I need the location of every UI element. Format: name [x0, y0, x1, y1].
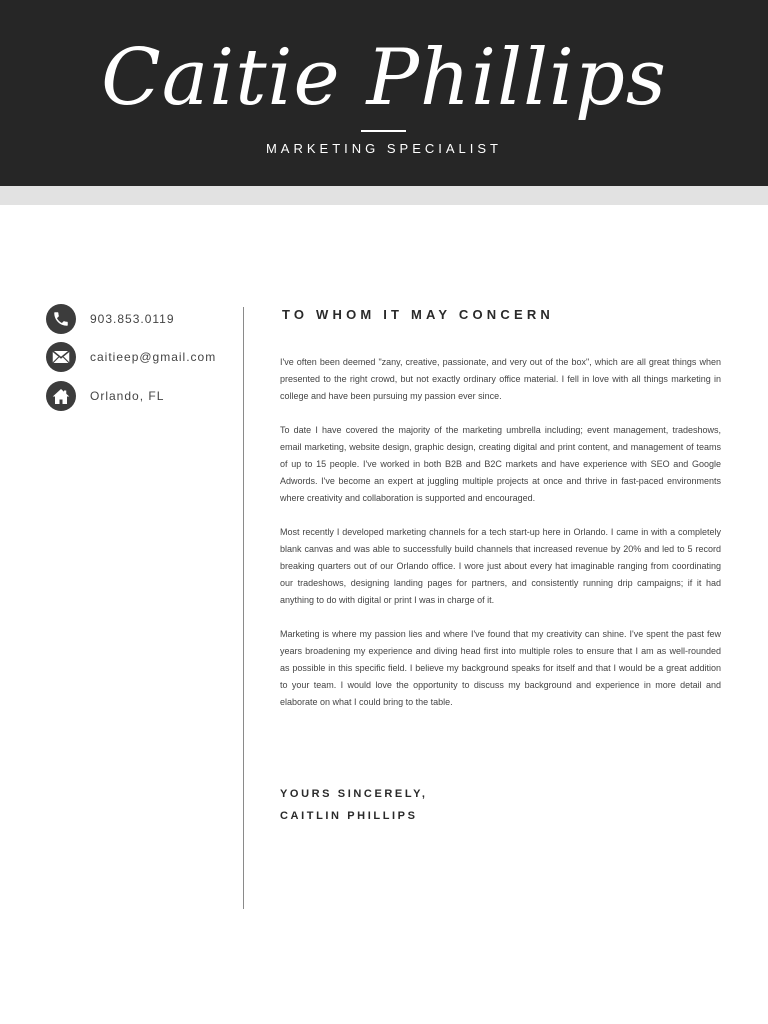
letter-paragraph: Marketing is where my passion lies and where I've found that my creativity can shine. I've spent the past few years broadening my experience and diving head first into multiple roles to ensure that I am as well-rounded as possible in this specific field. I believe my background speaks for itself and that I would be a great addition to your team. I would love the opportunity to discuss my background and experience in more detail and elaborate on what I could bring to the table. [280, 629, 721, 707]
contact-phone [46, 304, 246, 334]
contact-location [46, 381, 246, 411]
letter-paragraph: To date I have covered the majority of the marketing umbrella including; event management, tradeshows, email marketing, website design, graphic design, creating digital and print content, and management of teams of up to 15 people. I've worked in both B2B and B2C markets and have experience with SEO and Google Adwords. I've become an expert at juggling multiple projects at once and thrive in fast-paced environments where creativity and collaboration is supported and encouraged. [280, 425, 721, 503]
header-band [0, 186, 768, 205]
home-icon [46, 381, 76, 411]
letter-greeting: TO WHOM IT MAY CONCERN [282, 307, 555, 322]
envelope-icon [46, 342, 76, 372]
signature-name: CAITLIN PHILLIPS [280, 810, 418, 822]
phone-icon [46, 304, 76, 334]
letter-paragraph: Most recently I developed marketing channels for a tech start-up here in Orlando. I came in with a completely blank canvas and was able to successfully build channels that increased revenue by 20% and led to 5 record breaking quarters out of our Orlando office. I wore just about every hat imaginable ranging from coordinating our tradeshows, designing landing pages for partners, and consistently running drip campaigns; if it had anything to do with digital or print I was in charge of it. [280, 527, 721, 605]
name-underline [361, 130, 406, 132]
vertical-divider [243, 307, 244, 909]
job-title: MARKETING SPECIALIST [265, 141, 503, 156]
closing-salutation: YOURS SINCERELY, [280, 788, 428, 800]
phone-number: 903.853.0119 [90, 312, 175, 326]
letter-body [280, 354, 721, 728]
email-address: caitieep@gmail.com [90, 350, 217, 364]
letter-closing [280, 783, 580, 827]
location: Orlando, FL [90, 389, 165, 403]
contact-email [46, 342, 246, 372]
letter-paragraph: I've often been deemed "zany, creative, passionate, and very out of the box", which are all great things when presented to the right crowd, but not exactly ordinary office material. I fell in love with all things marketing in college and have been pursuing my passion ever since. [280, 357, 721, 401]
header-banner [0, 0, 768, 186]
applicant-name: Caitie Phillips [101, 33, 667, 123]
